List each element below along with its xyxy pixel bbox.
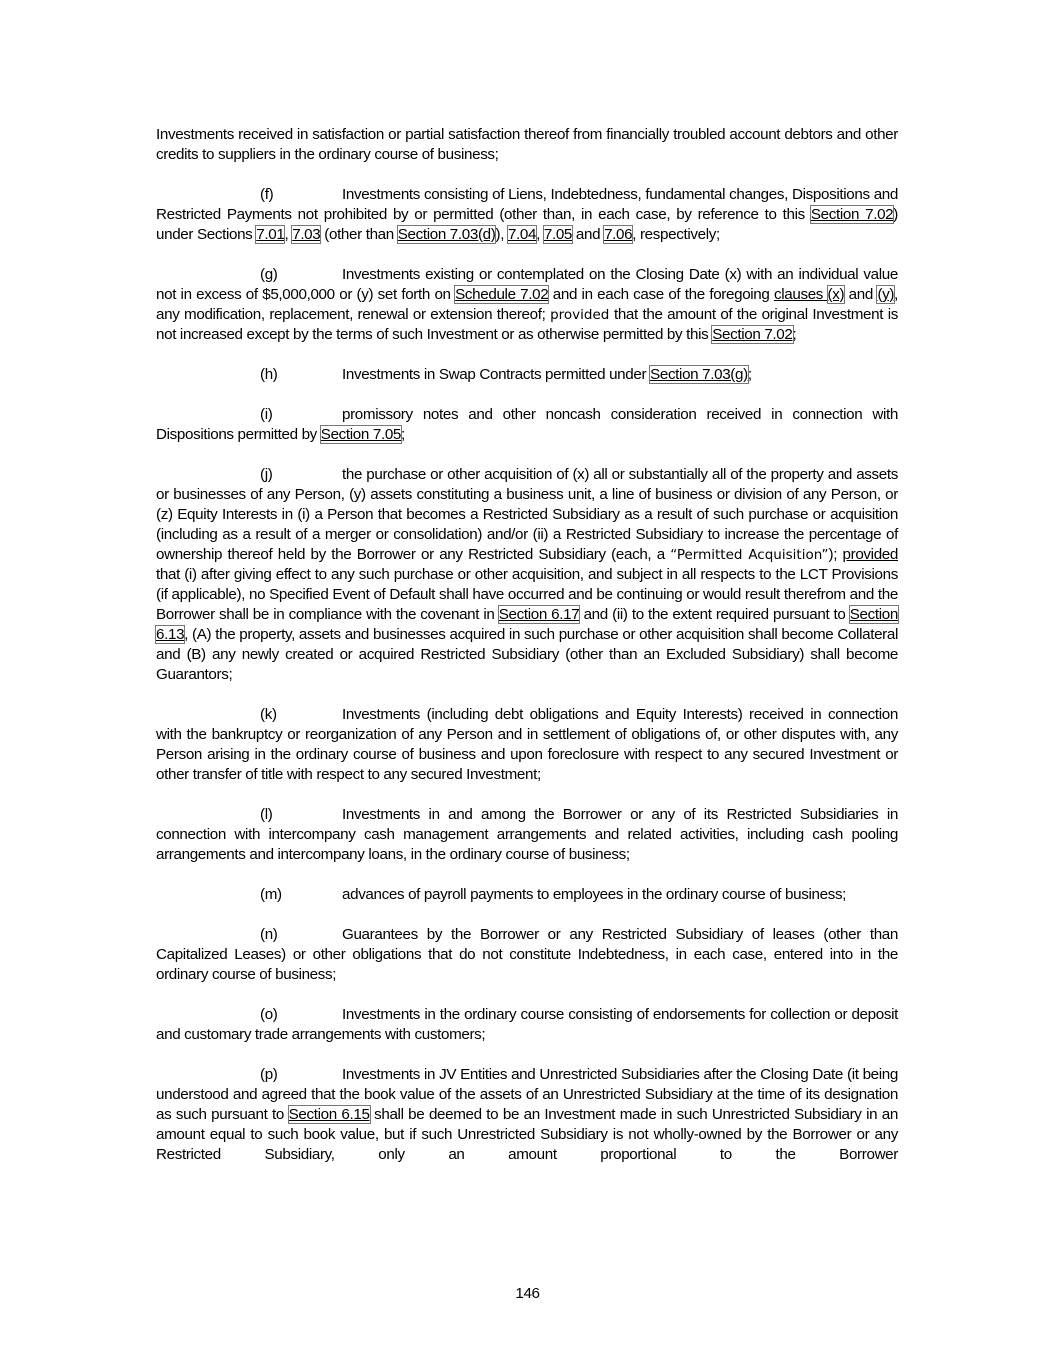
defined-term: “Permitted Acquisition” xyxy=(670,547,829,563)
clause-o-text: Investments in the ordinary course consisting of endorsements for collection or deposit and customary trade arrangements with customers; xyxy=(156,1006,898,1043)
clause-i-label: (i) xyxy=(260,406,273,423)
section-link[interactable]: 7.05 xyxy=(543,226,573,243)
clause-g-text: , any modification, replacement, renewal or extension thereof; xyxy=(156,286,898,323)
clause-f-label: (f) xyxy=(260,186,274,203)
intro-paragraph xyxy=(156,125,898,165)
clause-h xyxy=(156,365,898,385)
clause-f-text: ), xyxy=(495,226,508,243)
section-link[interactable]: Section 6.17 xyxy=(498,606,580,623)
clause-i-text: ; xyxy=(401,426,405,443)
clause-f xyxy=(156,185,898,245)
clause-p-text: Investments in JV Entities and Unrestricted Subsidiaries after the Closing Date (it being understood and agreed that the book value of the assets of an Unrestricted Subsidiary at the time of its designation as such pursuant to xyxy=(156,1066,898,1123)
clause-f-text: and xyxy=(572,226,605,243)
clause-l-label: (l) xyxy=(260,806,273,823)
clause-i xyxy=(156,405,898,445)
clause-g xyxy=(156,265,898,345)
page-number: 146 xyxy=(515,1285,540,1302)
clause-f-text: (other than xyxy=(320,226,398,243)
clause-h-label: (h) xyxy=(260,366,278,383)
clause-link[interactable]: (x) xyxy=(827,286,845,303)
clause-o-label: (o) xyxy=(260,1006,278,1023)
clause-g-text: Investments existing or contemplated on the Closing Date (x) with an individual value not in excess of $5,000,000 or (y) set forth on xyxy=(156,266,898,303)
clause-f-text: Investments consisting of Liens, Indebtedness, fundamental changes, Dispositions and Restricted Payments not prohibited by or permitted (other than, in each case, by reference to this xyxy=(156,186,898,223)
section-link[interactable]: Section 7.02 xyxy=(712,326,793,343)
clause-g-text: ; xyxy=(792,326,797,343)
clause-f-text: , xyxy=(284,226,293,243)
clause-k-text: Investments (including debt obligations and Equity Interests) received in connection with the bankruptcy or reorganization of any Person and in settlement of obligations of, or other disputes with, any Person arising in the ordinary course of business and upon foreclosure with respect to any secured Investment or other transfer of title with respect to any secured Investment; xyxy=(156,706,898,783)
clauses-word: clauses xyxy=(773,286,828,303)
clause-l-text: Investments in and among the Borrower or any of its Restricted Subsidiaries in connection with intercompany cash management arrangements and related activities, including cash pooling arrangements and intercompany loans, in the ordinary course of business; xyxy=(156,806,898,863)
section-link[interactable]: 7.03 xyxy=(292,226,321,243)
intro-text: Investments received in satisfaction or partial satisfaction thereof from financially troubled account debtors and other credits to suppliers in the ordinary course of business; xyxy=(156,126,898,163)
section-link[interactable]: Section 6.13 xyxy=(156,606,898,643)
clause-f-text: , respectively; xyxy=(632,226,720,243)
section-link[interactable]: Section 6.15 xyxy=(288,1106,370,1123)
clause-k-label: (k) xyxy=(260,706,277,723)
clause-o xyxy=(156,1005,898,1045)
clause-j xyxy=(156,465,898,685)
page-content xyxy=(156,125,898,1185)
clause-n-text: Guarantees by the Borrower or any Restricted Subsidiary of leases (other than Capitalized Leases) or other obligations that do not constitute Indebtedness, in each case, entered into in the ordinary course of business; xyxy=(156,926,898,983)
clause-j-text: that (i) after giving effect to any such purchase or other acquisition, and subject in all respects to the LCT Provisions (if applicable), no Specified Event of Default shall have occurred and be continuing or would result therefrom and the Borrower shall be in compliance with the covenant in xyxy=(156,566,898,623)
clause-j-text: and (ii) to the extent required pursuant to xyxy=(579,606,850,623)
clause-h-text: Investments in Swap Contracts permitted under xyxy=(342,366,651,383)
clause-m-label: (m) xyxy=(260,886,282,903)
clause-p-text: shall be deemed to be an Investment made in such Unrestricted Subsidiary in an amount equal to such book value, but if such Unrestricted Subsidiary is not wholly-owned by the Borrower or any Restricted Subsidiary, only an amount proportional to the Borrower xyxy=(156,1106,898,1163)
clause-f-text: ) under Sections xyxy=(156,206,898,243)
section-link[interactable]: Section 7.03(d) xyxy=(397,226,496,243)
clause-j-text: , (A) the property, assets and businesses acquired in such purchase or other acquisition shall become Collateral and (B) any newly created or acquired Restricted Subsidiary (other than an Excluded Subsidiary) shall become Guarantors; xyxy=(156,626,898,683)
clause-g-label: (g) xyxy=(260,266,278,283)
section-link[interactable]: Section 7.05 xyxy=(320,426,402,443)
clause-g-text: that the amount of the original Investment is not increased except by the terms of such Investment or as otherwise permitted by this xyxy=(156,306,898,343)
clause-g-text: and in each case of the foregoing xyxy=(548,286,774,303)
defined-term: provided xyxy=(550,307,610,323)
clause-link[interactable]: (y) xyxy=(877,286,895,303)
section-link[interactable]: 7.04 xyxy=(507,226,537,243)
clause-j-text: the purchase or other acquisition of (x) all or substantially all of the property and assets or businesses of any Person, (y) assets constituting a business unit, a line of business or division of any Person, or (z) Equity Interests in (i) a Person that becomes a Restricted Subsidiary as a result of such purchase or acquisition (including as a result of a merger or consolidation) and/or (ii) a Restricted Subsidiary to increase the percentage of ownership thereof held by the Borrower or any Restricted Subsidiary (each, a xyxy=(156,466,898,563)
schedule-link[interactable]: Schedule 7.02 xyxy=(455,286,549,303)
clause-n-label: (n) xyxy=(260,926,278,943)
clause-m-text: advances of payroll payments to employees in the ordinary course of business; xyxy=(342,886,847,903)
section-link[interactable]: Section 7.03(g) xyxy=(650,366,748,383)
clause-g-text: and xyxy=(844,286,878,303)
clause-l xyxy=(156,805,898,865)
clause-i-text: promissory notes and other noncash consideration received in connection with Dispositions permitted by xyxy=(156,406,898,443)
clause-j-text: ); xyxy=(828,546,843,563)
section-link[interactable]: Section 7.02 xyxy=(810,206,894,223)
clause-p xyxy=(156,1065,898,1165)
clause-j-label: (j) xyxy=(260,466,273,483)
clause-p-label: (p) xyxy=(260,1066,278,1083)
clause-m xyxy=(156,885,898,905)
proviso-term: provided xyxy=(842,546,898,563)
clause-n xyxy=(156,925,898,985)
section-link[interactable]: 7.06 xyxy=(604,226,633,243)
clause-f-text: , xyxy=(536,226,544,243)
clause-k xyxy=(156,705,898,785)
clause-h-text: ; xyxy=(747,366,752,383)
section-link[interactable]: 7.01 xyxy=(256,226,285,243)
